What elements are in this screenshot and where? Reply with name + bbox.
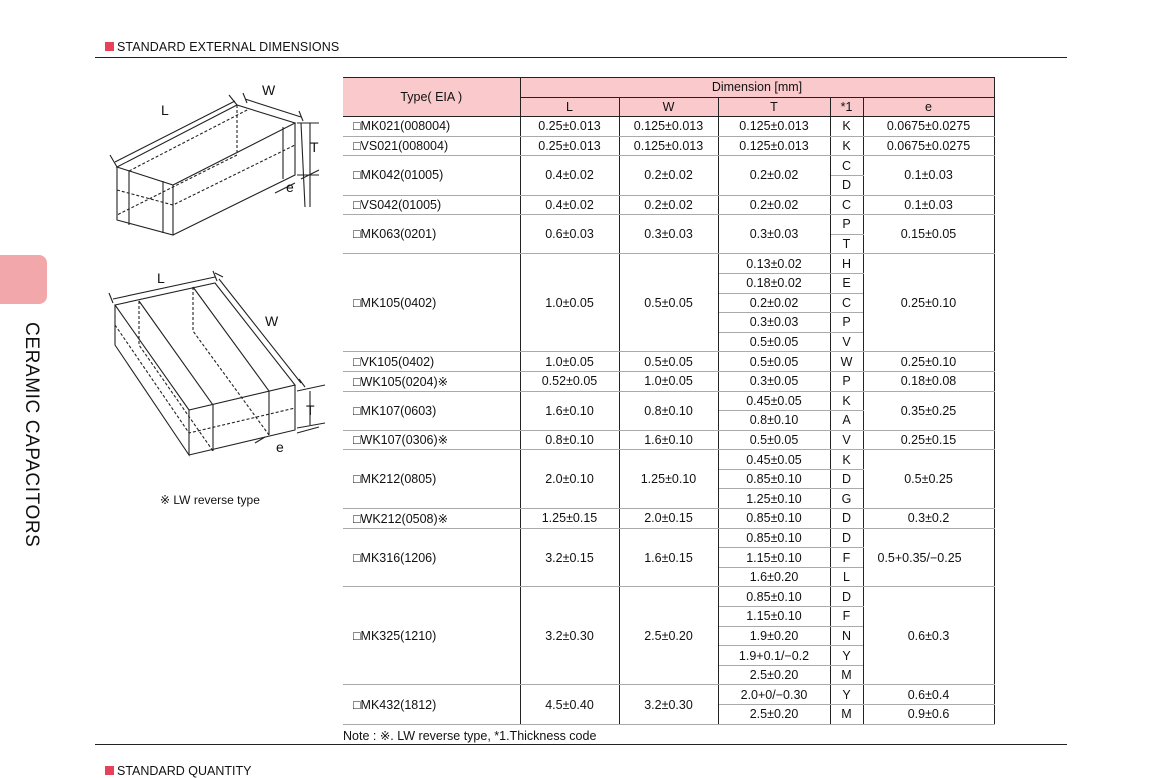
cell-thickness-code: D xyxy=(830,587,863,607)
cell-thickness-code: A xyxy=(830,411,863,431)
cell-T: 2.0+0/−0.30 xyxy=(718,685,830,705)
cell-L: 4.5±0.40 xyxy=(520,685,619,724)
cell-type: □MK316(1206) xyxy=(343,528,520,587)
cell-e: 0.0675±0.0275 xyxy=(863,117,994,137)
cell-L: 0.25±0.013 xyxy=(520,117,619,137)
cell-L: 0.8±0.10 xyxy=(520,430,619,450)
cell-thickness-code: C xyxy=(830,156,863,176)
cell-L: 0.4±0.02 xyxy=(520,156,619,195)
cell-L: 1.0±0.05 xyxy=(520,352,619,372)
cell-e: 0.9±0.6 xyxy=(863,705,994,725)
cell-thickness-code: N xyxy=(830,626,863,646)
table-row xyxy=(343,195,994,215)
cell-W: 2.0±0.15 xyxy=(619,509,718,529)
cell-e: 0.5±0.25 xyxy=(863,450,994,509)
cell-type: □VS042(01005) xyxy=(343,195,520,215)
cell-T: 0.3±0.05 xyxy=(718,371,830,391)
header-L: L xyxy=(520,97,619,117)
fig2-label-L: L xyxy=(157,270,165,286)
cell-thickness-code: D xyxy=(830,469,863,489)
next-section-title: STANDARD QUANTITY xyxy=(105,764,252,778)
bottom-rule xyxy=(95,744,1067,745)
cell-L: 0.52±0.05 xyxy=(520,371,619,391)
cell-T: 1.6±0.20 xyxy=(718,567,830,587)
dimension-table-body xyxy=(343,117,994,724)
header-e: e xyxy=(863,97,994,117)
cell-L: 0.25±0.013 xyxy=(520,136,619,156)
cell-T: 0.18±0.02 xyxy=(718,273,830,293)
cell-L: 2.0±0.10 xyxy=(520,450,619,509)
section-title: STANDARD EXTERNAL DIMENSIONS xyxy=(105,40,339,54)
header-T: T xyxy=(718,97,830,117)
cell-T: 0.5±0.05 xyxy=(718,430,830,450)
cell-T: 0.5±0.05 xyxy=(718,352,830,372)
cell-e: 0.6±0.4 xyxy=(863,685,994,705)
cell-T: 1.15±0.10 xyxy=(718,548,830,568)
cell-thickness-code: E xyxy=(830,273,863,293)
cell-type: □MK432(1812) xyxy=(343,685,520,724)
cell-e: 0.25±0.10 xyxy=(863,352,994,372)
cell-thickness-code: P xyxy=(830,313,863,333)
cell-T: 0.125±0.013 xyxy=(718,117,830,137)
cell-T: 1.25±0.10 xyxy=(718,489,830,509)
cell-T: 0.85±0.10 xyxy=(718,587,830,607)
cell-thickness-code: D xyxy=(830,175,863,195)
cell-L: 3.2±0.30 xyxy=(520,587,619,685)
cell-T: 0.8±0.10 xyxy=(718,411,830,431)
cell-e: 0.18±0.08 xyxy=(863,371,994,391)
cell-thickness-code: D xyxy=(830,528,863,548)
top-rule xyxy=(95,57,1067,58)
cell-T: 0.3±0.03 xyxy=(718,215,830,254)
cell-L: 1.25±0.15 xyxy=(520,509,619,529)
fig2-label-e: e xyxy=(276,439,284,455)
cell-thickness-code: P xyxy=(830,215,863,235)
cell-e: 0.1±0.03 xyxy=(863,156,994,195)
cell-thickness-code: G xyxy=(830,489,863,509)
cell-thickness-code: K xyxy=(830,450,863,470)
cell-W: 1.6±0.15 xyxy=(619,528,718,587)
cell-thickness-code: P xyxy=(830,371,863,391)
table-row xyxy=(343,509,994,529)
cell-T: 1.9+0.1/−0.2 xyxy=(718,646,830,666)
cell-thickness-code: Y xyxy=(830,646,863,666)
fig1-label-W: W xyxy=(262,82,276,98)
table-row xyxy=(343,587,994,607)
table-row xyxy=(343,156,994,176)
cell-T: 0.2±0.02 xyxy=(718,195,830,215)
cell-thickness-code: F xyxy=(830,548,863,568)
table-row xyxy=(343,430,994,450)
cell-L: 0.6±0.03 xyxy=(520,215,619,254)
cell-thickness-code: K xyxy=(830,391,863,411)
cell-L: 3.2±0.15 xyxy=(520,528,619,587)
table-row xyxy=(343,450,994,470)
cell-type: □MK107(0603) xyxy=(343,391,520,430)
cell-T: 1.15±0.10 xyxy=(718,607,830,627)
cell-T: 0.85±0.10 xyxy=(718,528,830,548)
cell-W: 2.5±0.20 xyxy=(619,587,718,685)
chip-diagram-standard xyxy=(105,75,335,250)
cell-e: 0.0675±0.0275 xyxy=(863,136,994,156)
cell-T: 0.85±0.10 xyxy=(718,469,830,489)
cell-thickness-code: C xyxy=(830,293,863,313)
cell-type: □WK107(0306)※ xyxy=(343,430,520,450)
table-row xyxy=(343,528,994,548)
table-note: Note : ※. LW reverse type, *1.Thickness code xyxy=(343,729,597,743)
header-dimension: Dimension [mm] xyxy=(520,78,994,98)
header-type: Type( EIA ) xyxy=(343,78,520,117)
cell-e: 0.3±0.2 xyxy=(863,509,994,529)
fig1-label-T: T xyxy=(310,139,319,155)
cell-W: 3.2±0.30 xyxy=(619,685,718,724)
cell-e: 0.6±0.3 xyxy=(863,587,994,685)
cell-thickness-code: V xyxy=(830,430,863,450)
cell-T: 0.13±0.02 xyxy=(718,254,830,274)
cell-W: 0.8±0.10 xyxy=(619,391,718,430)
cell-type: □MK212(0805) xyxy=(343,450,520,509)
cell-T: 0.2±0.02 xyxy=(718,156,830,195)
cell-e: 0.25±0.15 xyxy=(863,430,994,450)
lw-reverse-note: ※ LW reverse type xyxy=(160,493,260,507)
cell-W: 0.2±0.02 xyxy=(619,156,718,195)
cell-thickness-code: Y xyxy=(830,685,863,705)
cell-W: 1.0±0.05 xyxy=(619,371,718,391)
table-row xyxy=(343,117,994,137)
cell-L: 0.4±0.02 xyxy=(520,195,619,215)
table-row xyxy=(343,685,994,705)
cell-thickness-code: K xyxy=(830,117,863,137)
table-row xyxy=(343,352,994,372)
cell-W: 0.125±0.013 xyxy=(619,117,718,137)
cell-thickness-code: K xyxy=(830,136,863,156)
cell-thickness-code: H xyxy=(830,254,863,274)
cell-T: 0.85±0.10 xyxy=(718,509,830,529)
table-row xyxy=(343,215,994,235)
cell-W: 0.125±0.013 xyxy=(619,136,718,156)
cell-e: 0.35±0.25 xyxy=(863,391,994,430)
cell-thickness-code: F xyxy=(830,607,863,627)
cell-e: 0.15±0.05 xyxy=(863,215,994,254)
cell-thickness-code: W xyxy=(830,352,863,372)
fig2-label-T: T xyxy=(306,402,315,418)
cell-type: □MK105(0402) xyxy=(343,254,520,352)
header-thickness-code: *1 xyxy=(830,97,863,117)
cell-thickness-code: C xyxy=(830,195,863,215)
cell-thickness-code: M xyxy=(830,705,863,725)
cell-W: 1.6±0.10 xyxy=(619,430,718,450)
side-tab xyxy=(0,255,47,304)
cell-type: □MK063(0201) xyxy=(343,215,520,254)
table-row xyxy=(343,391,994,411)
cell-type: □VS021(008004) xyxy=(343,136,520,156)
cell-L: 1.6±0.10 xyxy=(520,391,619,430)
cell-e: 0.25±0.10 xyxy=(863,254,994,352)
cell-type: □WK212(0508)※ xyxy=(343,509,520,529)
fig2-label-W: W xyxy=(265,313,279,329)
cell-T: 0.5±0.05 xyxy=(718,332,830,352)
cell-T: 0.2±0.02 xyxy=(718,293,830,313)
cell-T: 0.45±0.05 xyxy=(718,391,830,411)
chip-diagram-lw-reverse xyxy=(105,265,335,465)
cell-T: 0.45±0.05 xyxy=(718,450,830,470)
cell-W: 0.3±0.03 xyxy=(619,215,718,254)
cell-W: 0.5±0.05 xyxy=(619,352,718,372)
cell-T: 2.5±0.20 xyxy=(718,705,830,725)
cell-thickness-code: M xyxy=(830,665,863,685)
table-row xyxy=(343,254,994,274)
fig1-label-L: L xyxy=(161,102,169,118)
cell-L: 1.0±0.05 xyxy=(520,254,619,352)
cell-type: □MK021(008004) xyxy=(343,117,520,137)
cell-thickness-code: T xyxy=(830,234,863,254)
cell-T: 0.125±0.013 xyxy=(718,136,830,156)
table-row xyxy=(343,371,994,391)
cell-type: □WK105(0204)※ xyxy=(343,371,520,391)
cell-thickness-code: V xyxy=(830,332,863,352)
header-W: W xyxy=(619,97,718,117)
cell-thickness-code: L xyxy=(830,567,863,587)
table-row xyxy=(343,136,994,156)
cell-T: 0.3±0.03 xyxy=(718,313,830,333)
cell-W: 0.2±0.02 xyxy=(619,195,718,215)
cell-e: 0.5+0.35/−0.25 xyxy=(863,528,994,587)
cell-thickness-code: D xyxy=(830,509,863,529)
side-label: CERAMIC CAPACITORS xyxy=(21,322,42,548)
cell-W: 0.5±0.05 xyxy=(619,254,718,352)
cell-T: 2.5±0.20 xyxy=(718,665,830,685)
section-marker-icon xyxy=(105,42,114,51)
cell-type: □VK105(0402) xyxy=(343,352,520,372)
cell-e: 0.1±0.03 xyxy=(863,195,994,215)
dimension-table xyxy=(343,77,995,725)
cell-T: 1.9±0.20 xyxy=(718,626,830,646)
cell-type: □MK325(1210) xyxy=(343,587,520,685)
cell-type: □MK042(01005) xyxy=(343,156,520,195)
cell-W: 1.25±0.10 xyxy=(619,450,718,509)
fig1-label-e: e xyxy=(286,179,294,195)
